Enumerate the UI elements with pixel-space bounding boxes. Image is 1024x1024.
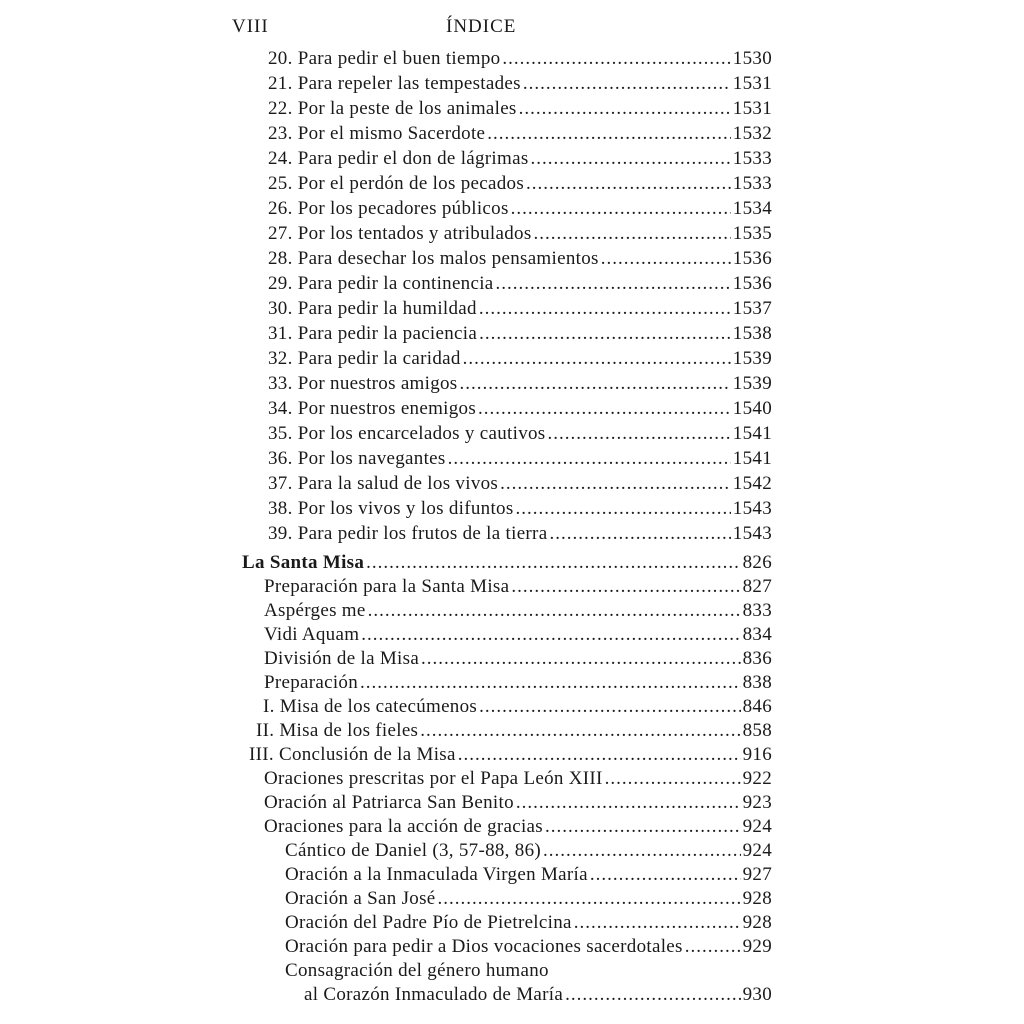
entry-page: 1539	[732, 373, 772, 394]
entry-title: 20. Para pedir el buen tiempo	[268, 48, 501, 69]
dot-leader	[366, 551, 740, 575]
dot-leader	[361, 623, 740, 647]
toc-entry	[268, 447, 772, 471]
toc-entry-continuation	[304, 983, 772, 1007]
entry-title: 28. Para desechar los malos pensamientos	[268, 248, 599, 269]
entry-title: 30. Para pedir la humildad	[268, 298, 477, 319]
entry-page: 1543	[732, 498, 772, 519]
entry-title: Aspérges me	[264, 600, 366, 621]
toc-entry	[268, 472, 772, 496]
entry-page: 1536	[732, 248, 772, 269]
entry-page: 1532	[732, 123, 772, 144]
toc-entry	[268, 397, 772, 421]
dot-leader	[500, 472, 731, 496]
entry-title: Oración a la Inmaculada Virgen María	[285, 864, 588, 885]
entry-title: 35. Por los encarcelados y cautivos	[268, 423, 546, 444]
dot-leader	[438, 887, 741, 911]
entry-page: 1539	[732, 348, 772, 369]
dot-leader	[496, 272, 731, 296]
toc-entry	[264, 767, 772, 791]
toc-entry	[268, 372, 772, 396]
entry-page: 836	[742, 648, 772, 669]
dot-leader	[487, 122, 731, 146]
toc-entry	[285, 863, 772, 887]
dot-leader	[458, 743, 741, 767]
entry-page: 827	[742, 576, 772, 597]
toc-entry	[285, 887, 772, 911]
toc-entry	[268, 97, 772, 121]
dot-leader	[420, 719, 740, 743]
dot-leader	[534, 222, 731, 246]
entry-page: 1531	[732, 98, 772, 119]
dot-leader	[478, 397, 731, 421]
dot-leader	[531, 147, 731, 171]
dot-leader	[479, 297, 731, 321]
toc-entry	[249, 743, 772, 767]
entry-title: Preparación para la Santa Misa	[264, 576, 510, 597]
entry-page: 928	[742, 912, 772, 933]
running-title: ÍNDICE	[446, 16, 517, 37]
toc-entry	[268, 122, 772, 146]
entry-title: 25. Por el perdón de los pecados	[268, 173, 525, 194]
entry-page: 924	[742, 816, 772, 837]
entry-title: I. Misa de los catecúmenos	[263, 696, 478, 717]
toc-entry	[264, 791, 772, 815]
dot-leader	[526, 172, 731, 196]
entry-page: 930	[742, 984, 772, 1005]
entry-title: Cántico de Daniel (3, 57-88, 86)	[285, 840, 542, 861]
entry-page: 838	[742, 672, 772, 693]
entry-title: Oraciones prescritas por el Papa León XIII	[264, 768, 603, 789]
entry-page: 1535	[732, 223, 772, 244]
entry-page: 922	[742, 768, 772, 789]
toc-entry	[263, 695, 772, 719]
page-number: VIII	[232, 16, 269, 37]
entry-title: 36. Por los navegantes	[268, 448, 446, 469]
dot-leader	[516, 791, 741, 815]
entry-page: 1533	[732, 173, 772, 194]
entry-title: Vidi Aquam	[264, 624, 360, 645]
entry-page: 923	[742, 792, 772, 813]
toc-entry	[268, 347, 772, 371]
toc-entry	[264, 575, 772, 599]
dot-leader	[549, 522, 730, 546]
dot-leader	[479, 695, 740, 719]
entry-page: 1537	[732, 298, 772, 319]
dot-leader	[460, 372, 731, 396]
toc-entry	[285, 911, 772, 935]
entry-title: Preparación	[264, 672, 359, 693]
entry-title: Consagración del género humano	[285, 960, 549, 981]
toc-entry	[268, 197, 772, 221]
page-header	[0, 16, 1024, 42]
entry-title: 24. Para pedir el don de lágrimas	[268, 148, 529, 169]
entry-page: 1540	[732, 398, 772, 419]
entry-title: 34. Por nuestros enemigos	[268, 398, 477, 419]
entry-page: 924	[742, 840, 772, 861]
toc-entry	[268, 322, 772, 346]
entry-title: Oración a San José	[285, 888, 436, 909]
dot-leader	[574, 911, 741, 935]
toc-section-heading	[242, 551, 772, 575]
entry-title: II. Misa de los fieles	[256, 720, 419, 741]
entry-page: 858	[742, 720, 772, 741]
entry-page: 1530	[732, 48, 772, 69]
entry-title: 32. Para pedir la caridad	[268, 348, 461, 369]
entry-title: 38. Por los vivos y los difuntos	[268, 498, 514, 519]
toc-entry	[285, 935, 772, 959]
toc-entry	[268, 272, 772, 296]
entry-title: 26. Por los pecadores públicos	[268, 198, 509, 219]
entry-title: 27. Por los tentados y atribulados	[268, 223, 532, 244]
entry-title: 39. Para pedir los frutos de la tierra	[268, 523, 548, 544]
toc-entry	[264, 671, 772, 695]
toc-entry	[268, 172, 772, 196]
dot-leader	[516, 497, 731, 521]
dot-leader	[421, 647, 741, 671]
dot-leader	[519, 97, 731, 121]
toc-entry	[264, 599, 772, 623]
dot-leader	[543, 839, 741, 863]
entry-title: 22. Por la peste de los animales	[268, 98, 517, 119]
entry-page: 1542	[732, 473, 772, 494]
toc-entry	[256, 719, 772, 743]
entry-page: 1536	[732, 273, 772, 294]
toc-entry	[264, 647, 772, 671]
dot-leader	[545, 815, 741, 839]
dot-leader	[547, 422, 730, 446]
toc-entry	[268, 522, 772, 546]
entry-page: 927	[742, 864, 772, 885]
entry-title: Oración al Patriarca San Benito	[264, 792, 514, 813]
entry-page: 1543	[732, 523, 772, 544]
entry-title: 21. Para repeler las tempestades	[268, 73, 521, 94]
dot-leader	[565, 983, 741, 1007]
entry-page: 846	[742, 696, 772, 717]
entry-title: Oración para pedir a Dios vocaciones sacerdotales	[285, 936, 683, 957]
dot-leader	[601, 247, 731, 271]
toc-entry	[268, 47, 772, 71]
dot-leader	[523, 72, 731, 96]
entry-page: 916	[742, 744, 772, 765]
entry-title: 29. Para pedir la continencia	[268, 273, 494, 294]
dot-leader	[605, 767, 741, 791]
dot-leader	[368, 599, 741, 623]
toc-entry	[268, 247, 772, 271]
toc-entry	[268, 222, 772, 246]
entry-title: Oraciones para la acción de gracias	[264, 816, 543, 837]
toc-entry	[268, 422, 772, 446]
dot-leader	[511, 575, 740, 599]
entry-page: 1531	[732, 73, 772, 94]
entry-title: 23. Por el mismo Sacerdote	[268, 123, 486, 144]
dot-leader	[463, 347, 731, 371]
entry-title: III. Conclusión de la Misa	[249, 744, 456, 765]
toc-entry	[285, 839, 772, 863]
entry-page: 833	[742, 600, 772, 621]
entry-title: Oración del Padre Pío de Pietrelcina	[285, 912, 572, 933]
entry-page: 1538	[732, 323, 772, 344]
toc-entry	[268, 497, 772, 521]
entry-page: 1541	[732, 448, 772, 469]
entry-page: 1541	[732, 423, 772, 444]
toc-entry	[264, 623, 772, 647]
entry-page: 834	[742, 624, 772, 645]
entry-title: División de la Misa	[264, 648, 420, 669]
toc-entry	[285, 959, 772, 983]
dot-leader	[479, 322, 731, 346]
entry-title: 31. Para pedir la paciencia	[268, 323, 478, 344]
dot-leader	[502, 47, 730, 71]
entry-page: 1534	[732, 198, 772, 219]
entry-page: 928	[742, 888, 772, 909]
dot-leader	[511, 197, 731, 221]
section-title: La Santa Misa	[242, 552, 365, 573]
dot-leader	[360, 671, 741, 695]
entry-page: 826	[742, 552, 772, 573]
toc-entry	[264, 815, 772, 839]
toc-entry	[268, 72, 772, 96]
toc-entry	[268, 297, 772, 321]
toc-entry	[268, 147, 772, 171]
dot-leader	[590, 863, 741, 887]
entry-title: 33. Por nuestros amigos	[268, 373, 458, 394]
dot-leader	[685, 935, 741, 959]
entry-page: 929	[742, 936, 772, 957]
entry-page: 1533	[732, 148, 772, 169]
entry-title: 37. Para la salud de los vivos	[268, 473, 499, 494]
entry-title: al Corazón Inmaculado de María	[304, 984, 564, 1005]
dot-leader	[448, 447, 731, 471]
